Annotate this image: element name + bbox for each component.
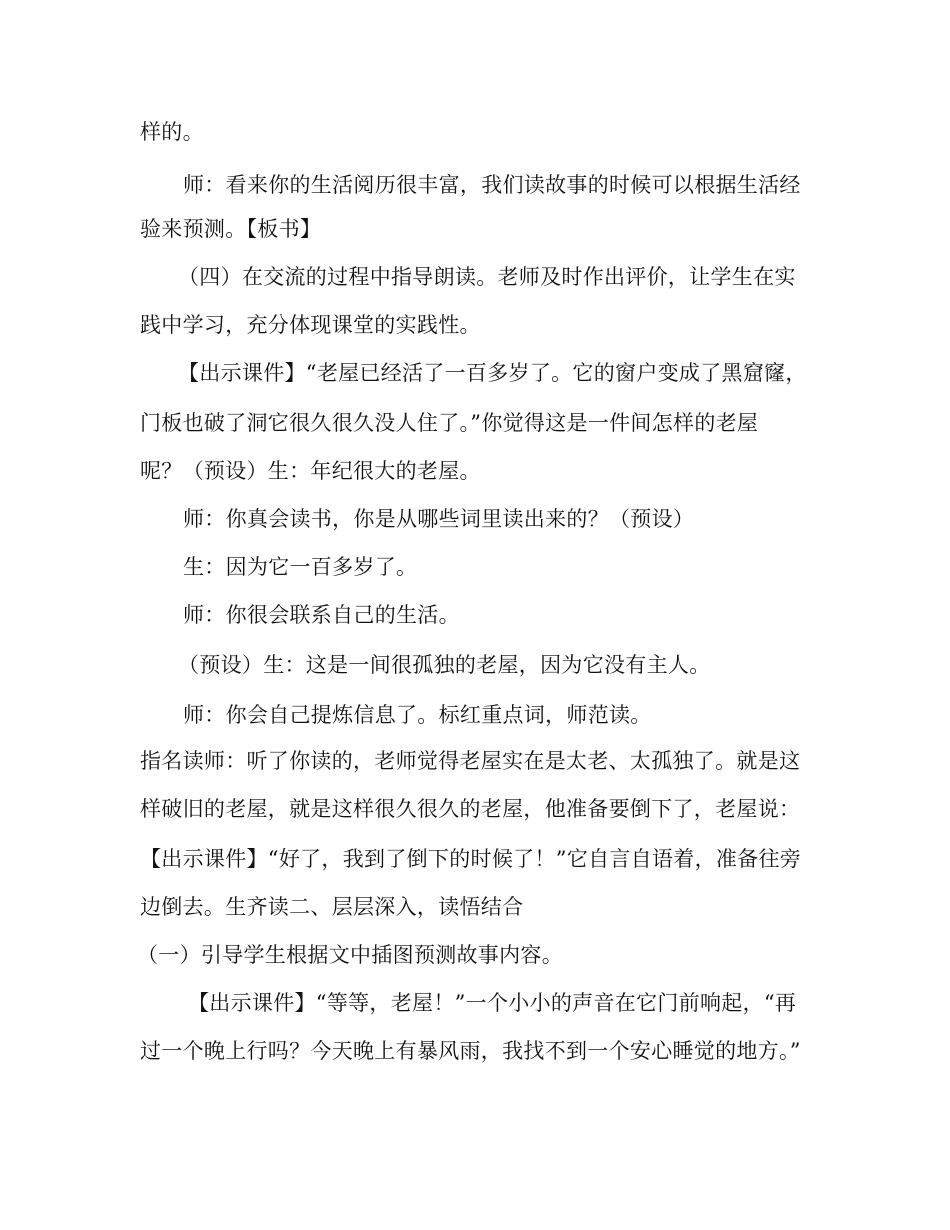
text-line-6: 【出示课件】“老屋已经活了一百多岁了。它的窗户变成了黑窟窿， — [178, 361, 807, 385]
text-line-8: 呢？（预设）生：年纪很大的老屋。 — [140, 459, 481, 483]
text-line-7: 门板也破了洞它很久很久没人住了。”你觉得这是一件间怎样的老屋 — [140, 411, 759, 435]
text-line-19: 【出示课件】“等等，老屋！”一个小小的声音在它门前响起，“再 — [188, 991, 797, 1015]
text-line-11: 师：你很会联系自己的生活。 — [183, 603, 460, 627]
text-line-5: 践中学习，充分体现课堂的实践性。 — [140, 313, 481, 337]
text-line-13: 师：你会自己提炼信息了。标红重点词，师范读。 — [183, 703, 652, 727]
text-line-1: 样的。 — [140, 120, 204, 144]
text-line-3: 验来预测。【板书】 — [140, 217, 322, 241]
text-line-16: 【出示课件】“好了，我到了倒下的时候了！”它自言自语着，准备往旁 — [140, 847, 802, 871]
text-line-17: 边倒去。生齐读二、层层深入，读悟结合 — [140, 895, 524, 919]
text-line-4: （四）在交流的过程中指导朗读。老师及时作出评价，让学生在实 — [178, 265, 796, 289]
text-line-2: 师：看来你的生活阅历很丰富，我们读故事的时候可以根据生活经 — [183, 173, 801, 197]
text-line-10: 生：因为它一百多岁了。 — [183, 555, 418, 579]
text-line-12: （预设）生：这是一间很孤独的老屋，因为它没有主人。 — [178, 653, 711, 677]
text-line-15: 样破旧的老屋，就是这样很久很久的老屋，他准备要倒下了，老屋说： — [140, 797, 801, 821]
text-line-20: 过一个晚上行吗？今天晚上有暴风雨，我找不到一个安心睡觉的地方。” — [140, 1039, 801, 1063]
text-line-14: 指名读师：听了你读的，老师觉得老屋实在是太老、太孤独了。就是这 — [140, 749, 801, 773]
text-line-18: （一）引导学生根据文中插图预测故事内容。 — [137, 943, 563, 967]
text-line-9: 师：你真会读书，你是从哪些词里读出来的？（预设） — [183, 507, 695, 531]
